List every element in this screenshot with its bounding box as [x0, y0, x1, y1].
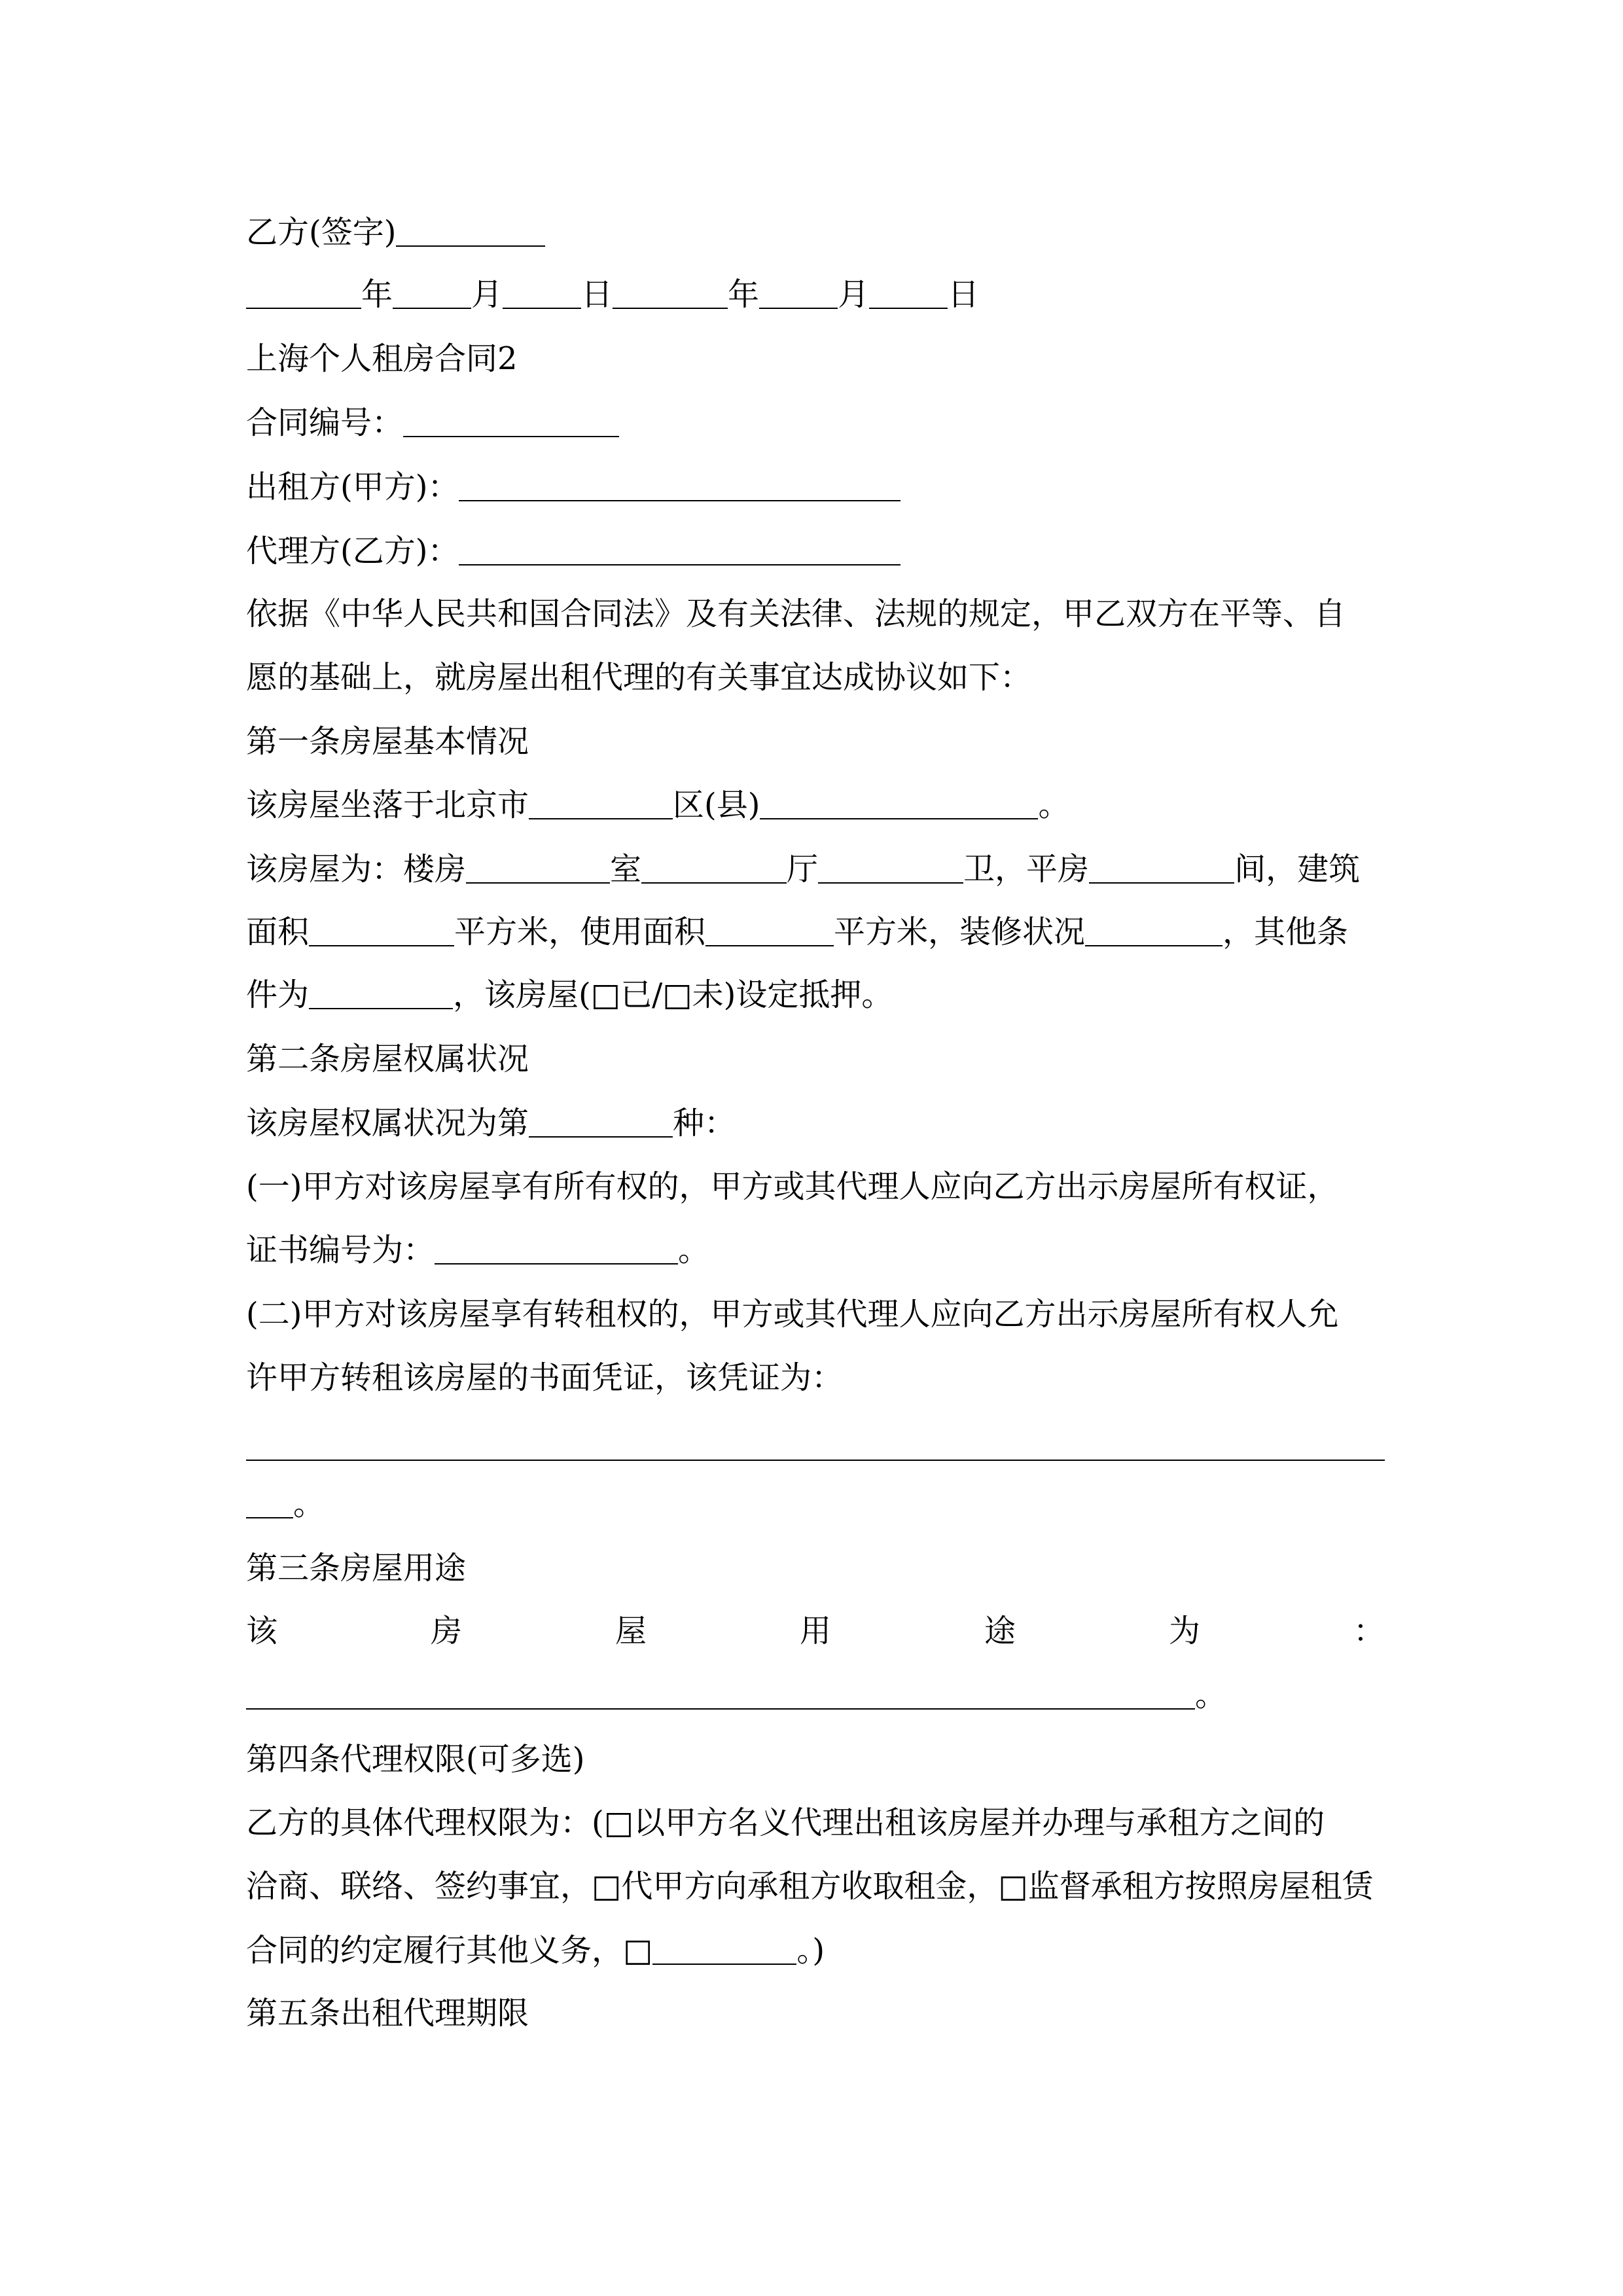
voucher-end-line [246, 1484, 1385, 1524]
ownership-type-suffix: 种： [673, 1105, 736, 1141]
usage-line [246, 1611, 1385, 1651]
ownership-clause-2-cont: 许甲方转租该房屋的书面凭证，该凭证为： [246, 1359, 844, 1396]
signature-blank [396, 217, 545, 247]
intro-paragraph-line: 愿的基础上，就房屋出租代理的有关事宜达成协议如下： [246, 659, 1032, 696]
party-b-signature-line [246, 213, 1385, 252]
halls-blank [641, 853, 787, 884]
agent-label: 代理方(乙方)： [246, 533, 459, 569]
contract-number-blank [403, 407, 619, 437]
authority-other-label: 合同的约定履行其他义务，□ [246, 1932, 653, 1969]
location-line [246, 785, 1385, 825]
date-blank [393, 279, 471, 309]
date-blank [503, 279, 581, 309]
lessor-line [246, 467, 1385, 507]
location-label: 该房屋坐落于北京市 [246, 787, 529, 823]
article-1-title: 第一条房屋基本情况 [246, 723, 529, 760]
usage-char: 该 [246, 1613, 278, 1649]
floor-area-blank [309, 916, 454, 946]
location-district-blank [760, 789, 1038, 819]
date-line [246, 275, 1385, 314]
date-year-label: 年 [728, 276, 760, 313]
ownership-type-label: 该房屋权属状况为第 [246, 1105, 529, 1141]
article-4-title: 第四条代理权限(可多选) [246, 1741, 585, 1778]
period: 。 [678, 1232, 710, 1268]
contract-number-line [246, 403, 1385, 442]
date-blank [759, 279, 838, 309]
contract-title: 上海个人租房合同2 [246, 340, 518, 377]
usage-char: 房 [430, 1613, 462, 1649]
date-day-label: 日 [948, 276, 980, 313]
ownership-clause-2: (二)甲方对该房屋享有转租权的，甲方或其代理人应向乙方出示房屋所有权人允 [246, 1296, 1339, 1333]
date-month-label: 月 [471, 276, 503, 313]
usage-char: ： [1353, 1613, 1385, 1649]
usage-blank-line [246, 1676, 1385, 1715]
period: 。 [1195, 1677, 1227, 1713]
authority-line: 洽商、联络、签约事宜，□代甲方向承租方收取租金，□监督承租方按照房屋租赁 [246, 1868, 1374, 1905]
party-b-signature-label: 乙方(签字) [246, 214, 397, 251]
ownership-type-blank [529, 1107, 673, 1138]
period: 。 [1038, 787, 1070, 823]
usage-char: 途 [984, 1613, 1016, 1649]
room-label: 室 [610, 851, 642, 888]
condition-blank [309, 979, 453, 1009]
authority-line [246, 1931, 1385, 1970]
certificate-number-line [246, 1230, 1385, 1270]
date-blank [613, 279, 728, 309]
usable-area-blank [705, 916, 834, 946]
agent-line [246, 531, 1385, 571]
usage-char: 为 [1168, 1613, 1200, 1649]
usable-area-label: 平方米，使用面积 [454, 914, 706, 950]
voucher-blank-line [246, 1460, 1385, 1461]
decoration-blank [1085, 916, 1222, 946]
authority-close: 。) [796, 1932, 825, 1969]
usage-blank [246, 1679, 1195, 1710]
ownership-clause-1: (一)甲方对该房屋享有所有权的，甲方或其代理人应向乙方出示房屋所有权证， [246, 1168, 1339, 1205]
authority-line: 乙方的具体代理权限为：(□以甲方名义代理出租该房屋并办理与承租方之间的 [246, 1804, 1325, 1841]
other-label: ，其他条 [1222, 914, 1349, 950]
date-blank [246, 279, 361, 309]
certificate-number-blank [435, 1234, 678, 1265]
agent-blank [459, 535, 901, 565]
condition-line [246, 975, 1385, 1014]
article-2-title: 第二条房屋权属状况 [246, 1041, 529, 1077]
date-day-label: 日 [581, 276, 613, 313]
usage-char: 屋 [615, 1613, 647, 1649]
voucher-end-blank [246, 1488, 293, 1518]
decoration-label: 平方米，装修状况 [834, 914, 1086, 950]
contract-number-label: 合同编号： [246, 404, 404, 441]
bath-label: 卫，平房 [963, 851, 1090, 888]
area-label: 面积 [246, 914, 310, 950]
condition-label: 件为 [246, 977, 310, 1013]
hall-label: 厅 [787, 851, 819, 888]
house-type-label: 该房屋为：楼房 [246, 851, 467, 888]
mortgage-text: ，该房屋(□已/□未)设定抵押。 [453, 977, 893, 1013]
authority-other-blank [652, 1935, 796, 1965]
date-month-label: 月 [838, 276, 870, 313]
article-3-title: 第三条房屋用途 [246, 1550, 467, 1587]
bungalow-blank [1089, 853, 1234, 884]
period: 。 [293, 1486, 325, 1522]
usage-spread-text [246, 1611, 1385, 1651]
date-year-label: 年 [361, 276, 393, 313]
location-city-blank [529, 789, 673, 819]
lessor-blank [459, 471, 901, 501]
article-5-title: 第五条出租代理期限 [246, 1995, 529, 2032]
building-label: 间，建筑 [1234, 851, 1361, 888]
house-type-line [246, 850, 1385, 889]
district-label: 区(县) [673, 787, 760, 823]
area-line [246, 912, 1385, 952]
ownership-type-line [246, 1103, 1385, 1143]
rooms-blank [466, 853, 610, 884]
certificate-number-label: 证书编号为： [246, 1232, 435, 1268]
baths-blank [818, 853, 963, 884]
date-blank [869, 279, 948, 309]
lessor-label: 出租方(甲方)： [246, 469, 459, 505]
intro-paragraph-line: 依据《中华人民共和国合同法》及有关法律、法规的规定，甲乙双方在平等、自 [246, 596, 1346, 632]
usage-char: 用 [799, 1613, 831, 1649]
